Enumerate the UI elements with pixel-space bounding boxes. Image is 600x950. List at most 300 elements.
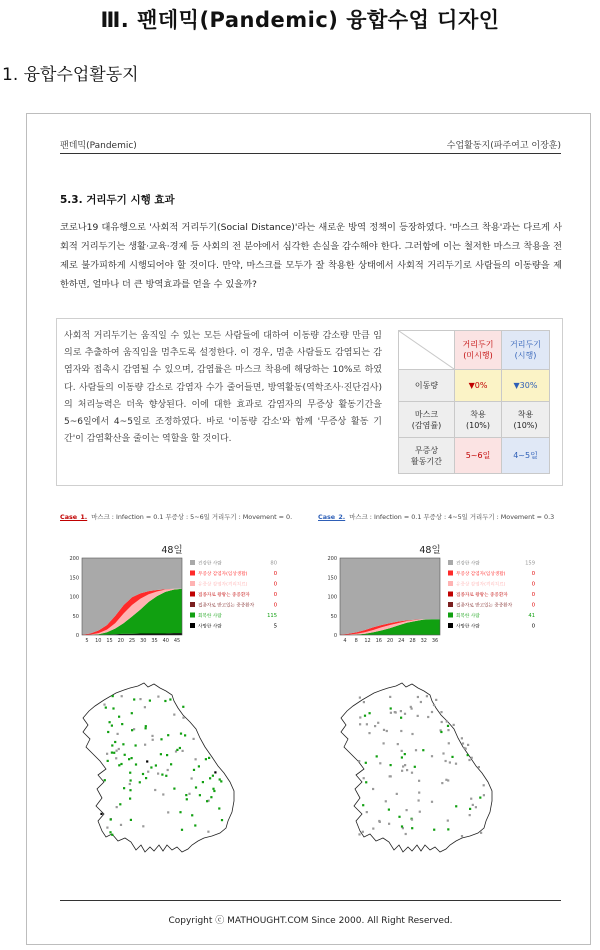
person-dot — [462, 742, 464, 744]
person-dot — [167, 811, 169, 813]
x-tick-label: 20 — [386, 638, 394, 644]
person-dot — [139, 781, 141, 783]
x-tick-label: 35 — [151, 638, 158, 644]
person-dot — [103, 704, 105, 706]
person-dot — [212, 775, 214, 777]
person-dot — [411, 819, 413, 821]
person-dot — [111, 752, 113, 754]
copyright-footer: Copyright ⓒ MATHOUGHT.COM Since 2000. All Right Reserved. — [168, 916, 453, 926]
legend-label: 무증상 감염자(임상생활) — [456, 572, 506, 577]
intro-paragraph: 코로나19 대유행으로 '사회적 거리두기(Social Distance)'라는 새로운 방역 정책이 등장하였다. '마스크 착용'과는 다르게 사회적 거리두기는 생활·교육·경제 등 사회의 전 분야에서 심각한 손실을 감수해야 한다. 그러함에 이는 철저한 마스크 착용을 전제로 불가피하게 시행되어야 할 것이다. 만약, 마스크를 모두가 잘 착용한 상태에서 사회적 거리두기로 사람들의 이동량을 제한하면, 얼마나 더 큰 방역효과를 얻을 수 있을까? — [60, 222, 562, 290]
person-dot — [414, 766, 416, 768]
person-dot — [133, 698, 135, 700]
person-dot — [176, 749, 178, 751]
person-dot — [461, 737, 463, 739]
person-dot — [154, 789, 156, 791]
person-dot — [129, 789, 131, 791]
x-tick-label: 45 — [173, 638, 181, 644]
person-dot — [376, 755, 378, 757]
legend-value: 0 — [531, 581, 535, 588]
legend-swatch — [190, 571, 195, 576]
person-dot — [150, 766, 152, 768]
legend-swatch — [190, 613, 195, 618]
person-dot — [202, 781, 204, 783]
cell-movement-no-distancing: ▼0% — [455, 370, 502, 402]
case-1-params: 마스크 : Infection = 0.1 무증상 : 5~6일 거리두기 : Movement = 0. — [91, 513, 293, 521]
case-1-caption — [60, 512, 300, 521]
header-no-distancing-line1: 거리두기 — [462, 340, 494, 349]
person-dot — [116, 806, 118, 808]
person-dot — [181, 829, 183, 831]
person-dot — [359, 697, 361, 699]
person-dot — [123, 787, 125, 789]
legend-swatch — [448, 623, 453, 628]
person-dot — [379, 821, 381, 823]
person-dot — [385, 800, 387, 802]
person-dot — [483, 784, 485, 786]
person-dot — [447, 725, 449, 727]
person-dot — [411, 733, 413, 735]
person-dot — [411, 827, 413, 829]
case-2-params: 마스크 : Infection = 0.1 무증상 : 4~5일 거리두기 : Movement = 0.3 — [349, 513, 555, 521]
person-dot — [142, 773, 144, 775]
person-dot — [118, 716, 120, 718]
person-dot — [447, 729, 449, 731]
person-dot — [106, 827, 108, 829]
legend-value: 0 — [531, 592, 535, 598]
legend-swatch — [190, 592, 195, 597]
person-dot — [406, 769, 408, 771]
person-dot — [167, 769, 169, 771]
person-dot — [374, 725, 376, 727]
person-dot — [145, 727, 147, 729]
person-dot — [400, 730, 402, 732]
person-dot — [130, 819, 132, 821]
person-dot — [440, 731, 442, 733]
x-tick-label: 4 — [343, 638, 347, 644]
person-dot — [468, 759, 470, 761]
header-no-distancing-line2: (미시행) — [463, 351, 493, 360]
x-tick-label: 10 — [95, 638, 102, 644]
person-dot — [142, 825, 144, 827]
person-dot — [479, 797, 481, 799]
row-label-asymptomatic — [399, 438, 455, 474]
person-dot — [191, 777, 193, 779]
diagonal-line — [399, 331, 454, 369]
legend-value: 0 — [531, 602, 535, 609]
cell-mask-no-distancing-line2: (10%) — [465, 420, 491, 430]
person-dot — [446, 720, 448, 722]
person-dot — [383, 742, 385, 744]
person-dot — [470, 798, 472, 800]
legend-value: 0 — [273, 592, 277, 598]
person-dot — [417, 696, 419, 698]
legend-value: 0 — [531, 623, 535, 630]
person-dot — [139, 698, 141, 700]
person-dot — [363, 701, 365, 703]
person-dot — [112, 707, 114, 709]
subsection-title: 5.3. 거리두기 시행 효과 — [60, 194, 175, 206]
person-dot — [449, 761, 451, 763]
person-dot — [363, 777, 365, 779]
person-dot — [119, 803, 121, 805]
person-dot — [111, 744, 113, 746]
cell-mask-no-distancing-line1: 착용 — [470, 409, 486, 419]
person-dot — [111, 725, 113, 727]
legend-value: 0 — [273, 602, 277, 609]
person-dot — [113, 752, 115, 754]
header-distancing — [502, 331, 550, 370]
person-dot — [149, 700, 151, 702]
person-dot — [389, 696, 391, 698]
person-dot — [129, 783, 131, 785]
legend-swatch — [448, 571, 453, 576]
person-dot — [383, 729, 385, 731]
legend-label: 사망한 사람 — [198, 624, 222, 630]
person-dot — [114, 741, 116, 743]
person-dot — [365, 781, 367, 783]
person-dot — [368, 732, 370, 734]
legend-swatch — [448, 613, 453, 618]
legend-value: 115 — [267, 613, 277, 619]
person-dot — [131, 712, 133, 714]
person-dot — [219, 778, 221, 780]
x-tick-label: 32 — [420, 638, 427, 644]
case-1-label: Case_1. — [60, 513, 88, 521]
person-dot — [161, 774, 163, 776]
cell-mask-no-distancing — [455, 402, 502, 438]
person-dot — [455, 763, 457, 765]
person-dot — [160, 738, 162, 740]
row-label-movement: 이동량 — [399, 370, 455, 402]
person-dot — [152, 739, 154, 741]
person-dot — [372, 788, 374, 790]
person-dot — [117, 733, 119, 735]
person-dot — [194, 824, 196, 826]
legend-label: 접종자로 받고있는 중증환자 — [456, 603, 513, 609]
person-dot — [121, 695, 123, 697]
person-dot — [120, 763, 122, 765]
person-dot — [206, 800, 208, 802]
person-dot — [461, 835, 463, 837]
legend-label: 접종자로 왕왕는 중증환자 — [198, 593, 250, 598]
person-dot — [480, 832, 482, 834]
person-dot — [105, 707, 107, 709]
row-label-asymptomatic-line2: 활동기간 — [411, 456, 442, 466]
person-dot — [145, 777, 147, 779]
person-dot — [111, 834, 113, 836]
cell-asymptomatic-distancing: 4~5일 — [502, 438, 550, 474]
person-dot — [394, 711, 396, 713]
y-tick-label: 100 — [69, 594, 79, 601]
person-dot — [359, 716, 361, 718]
person-dot — [195, 786, 197, 788]
person-dot — [144, 706, 146, 708]
x-tick-label: 12 — [364, 638, 371, 644]
legend-value: 41 — [528, 613, 535, 619]
person-dot — [419, 811, 421, 813]
person-dot — [471, 757, 473, 759]
person-dot — [406, 809, 408, 811]
person-dot — [110, 818, 112, 820]
person-dot — [155, 764, 157, 766]
legend-label: 무증상 감염자(임상생활) — [198, 572, 248, 577]
legend-swatch — [448, 560, 453, 565]
person-dot — [169, 698, 171, 700]
legend-label: 건강한 사람 — [198, 561, 222, 567]
cell-movement-distancing: ▼30% — [502, 370, 550, 402]
person-dot — [164, 700, 166, 702]
x-tick-label: 20 — [117, 638, 124, 644]
x-tick-label: 25 — [128, 638, 136, 644]
person-dot — [133, 728, 135, 730]
person-dot — [182, 750, 184, 752]
person-dot — [193, 738, 195, 740]
section-heading: 1. 융합수업활동지 — [2, 65, 139, 85]
header-distancing-line1: 거리두기 — [510, 340, 541, 349]
person-dot — [115, 757, 117, 759]
person-dot — [365, 762, 367, 764]
person-dot — [359, 723, 361, 725]
row-label-mask-line1: 마스크 — [414, 409, 439, 419]
y-tick-label: 150 — [69, 575, 79, 582]
person-dot — [398, 816, 400, 818]
person-dot — [106, 753, 108, 755]
person-dot — [400, 710, 402, 712]
person-dot — [130, 779, 132, 781]
table-corner-cell — [399, 331, 455, 370]
person-dot — [162, 793, 164, 795]
person-dot — [135, 763, 137, 765]
person-dot — [210, 796, 212, 798]
person-dot — [463, 747, 465, 749]
person-dot — [478, 766, 480, 768]
person-dot — [131, 757, 133, 759]
person-dot — [182, 717, 184, 719]
person-dot — [445, 760, 447, 762]
x-tick-label: 15 — [106, 638, 113, 644]
person-dot — [157, 696, 159, 698]
person-dot — [388, 809, 390, 811]
person-dot — [405, 833, 407, 835]
person-dot — [447, 828, 449, 830]
person-dot — [431, 711, 433, 713]
person-dot — [109, 831, 111, 833]
person-dot — [165, 775, 167, 777]
y-tick-label: 0 — [333, 633, 337, 639]
person-dot — [379, 762, 381, 764]
y-tick-label: 50 — [72, 613, 79, 620]
person-dot — [188, 793, 190, 795]
legend-swatch — [190, 560, 195, 565]
x-tick-label: 28 — [409, 638, 416, 644]
x-tick-label: 16 — [375, 638, 382, 644]
person-dot — [404, 713, 406, 715]
person-dot — [404, 764, 406, 766]
cell-mask-distancing — [502, 402, 550, 438]
person-dot — [147, 771, 149, 773]
person-dot — [397, 743, 399, 745]
legend-label: 건강한 사람 — [456, 561, 480, 567]
legend-label: 회복한 사람 — [198, 614, 222, 619]
row-label-mask-line2: (감염률) — [411, 420, 442, 430]
legend-swatch — [190, 581, 195, 586]
person-dot — [185, 794, 187, 796]
x-tick-label: 30 — [140, 638, 147, 644]
person-dot — [362, 804, 364, 806]
person-dot — [369, 712, 371, 714]
explanation-text: 사회적 거리두기는 움직일 수 있는 모든 사람들에 대하여 이동량 감소량 만큼 임의로 추출하여 움직임을 멈추도록 설정한다. 이 경우, 멈춘 사람들도 감염되는 감염자와 접촉시 감염될 수 있으며, 감염률은 마스크 착용에 해당하는 10%로 하였다. 사람들의 이동량 감소로 감염자 수가 줄어들면, 방역활동(역학조사·진단검사)의 처리능력은 더욱 향상된다. 이에 대한 효과로 감염자의 무증상 활동기간을 5~6일에서 4~5일로 조정하였다. 바로 '이동량 감소'와 함께 '무증상 활동 기간'이 감염확산을 줄이는 역할을 할 것이다. — [64, 331, 382, 445]
person-dot — [135, 744, 137, 746]
person-dot — [418, 799, 420, 801]
person-dot — [121, 723, 123, 725]
x-tick-label: 5 — [85, 638, 89, 644]
person-dot — [104, 779, 106, 781]
legend-value: 0 — [273, 571, 277, 577]
person-dot — [390, 764, 392, 766]
person-dot — [199, 794, 201, 796]
x-tick-label: 24 — [398, 638, 405, 644]
person-dot — [195, 758, 197, 760]
person-dot — [426, 695, 428, 697]
y-tick-label: 100 — [327, 594, 337, 601]
person-dot — [440, 711, 442, 713]
person-dot — [433, 829, 435, 831]
person-dot — [448, 742, 450, 744]
person-dot — [358, 833, 360, 835]
person-dot — [193, 769, 195, 771]
person-dot — [469, 814, 471, 816]
person-dot — [221, 819, 223, 821]
person-dot — [129, 798, 131, 800]
y-tick-label: 0 — [75, 633, 79, 639]
person-dot — [112, 695, 114, 697]
day-label: 48일 — [161, 545, 183, 556]
person-dot — [455, 805, 457, 807]
person-dot — [475, 806, 477, 808]
person-dot — [173, 788, 175, 790]
person-dot — [358, 760, 360, 762]
legend-swatch — [448, 581, 453, 586]
person-dot — [208, 757, 210, 759]
person-dot — [386, 730, 388, 732]
person-dot — [170, 763, 172, 765]
page-title: Ⅲ. 팬데믹(Pandemic) 융합수업 디자인 — [100, 8, 500, 32]
person-dot — [390, 712, 392, 714]
person-dot — [124, 754, 126, 756]
person-dot — [213, 790, 215, 792]
worksheet-header-right: 수업활동지(파주여고 이장훈) — [446, 141, 561, 151]
cell-mask-distancing-line1: 착용 — [517, 409, 534, 419]
person-dot — [467, 744, 469, 746]
header-no-distancing — [455, 331, 502, 370]
person-dot — [411, 772, 413, 774]
row-label-asymptomatic-line1: 무증상 — [414, 445, 439, 455]
person-dot — [118, 748, 120, 750]
person-dot — [120, 824, 122, 826]
simulation-case-2 — [318, 512, 558, 857]
row-label-mask — [399, 402, 455, 438]
person-dot — [166, 754, 168, 756]
person-dot — [401, 770, 403, 772]
legend-value: 5 — [273, 623, 277, 630]
legend-value: 0 — [531, 571, 535, 577]
effect-table — [398, 330, 550, 474]
person-dot — [144, 744, 146, 746]
simulation-case-1 — [60, 512, 300, 857]
person-dot — [129, 772, 131, 774]
cell-mask-distancing-line2: (10%) — [513, 420, 538, 430]
person-dot — [214, 771, 216, 773]
person-dot — [390, 707, 392, 709]
person-dot — [402, 765, 404, 767]
person-dot — [415, 749, 417, 751]
header-divider — [60, 153, 561, 154]
person-dot — [167, 734, 169, 736]
person-dot — [212, 788, 214, 790]
person-dot — [400, 717, 402, 719]
header-distancing-line2: (시행) — [514, 351, 537, 360]
person-dot — [207, 831, 209, 833]
person-dot — [220, 780, 222, 782]
person-dot — [186, 798, 188, 800]
legend-swatch — [448, 592, 453, 597]
person-dot — [366, 723, 368, 725]
person-dot — [372, 828, 374, 830]
person-dot — [198, 765, 200, 767]
person-dot — [433, 704, 435, 706]
person-dot — [388, 823, 390, 825]
person-dot — [418, 792, 420, 794]
case-2-caption — [318, 512, 558, 521]
person-dot — [447, 820, 449, 822]
legend-value: 159 — [525, 560, 535, 567]
person-dot — [218, 807, 220, 809]
person-dot — [151, 735, 153, 737]
person-dot — [427, 716, 429, 718]
y-tick-label: 50 — [330, 613, 337, 620]
person-dot — [145, 725, 147, 727]
person-dot — [431, 755, 433, 757]
day-label: 48일 — [419, 545, 441, 556]
legend-label: 유증상 감염자(격리치료) — [456, 582, 506, 588]
person-dot — [431, 801, 433, 803]
person-dot — [179, 811, 181, 813]
case-1-simulation — [60, 525, 300, 857]
person-dot — [411, 708, 413, 710]
case-2-label: Case_2. — [318, 513, 346, 521]
person-dot — [396, 793, 398, 795]
person-dot — [364, 715, 366, 717]
person-dot — [451, 756, 453, 758]
person-dot — [157, 773, 159, 775]
x-tick-label: 36 — [431, 638, 439, 644]
korea-map-outline — [341, 683, 492, 852]
person-dot — [173, 714, 175, 716]
person-dot — [191, 814, 193, 816]
person-dot — [205, 758, 207, 760]
person-dot — [100, 813, 102, 815]
person-dot — [180, 733, 182, 735]
legend-label: 접종자로 받고있는 중증환자 — [198, 603, 255, 609]
person-dot — [418, 780, 420, 782]
person-dot — [401, 825, 403, 827]
y-tick-label: 150 — [327, 575, 337, 582]
legend-label: 사망한 사람 — [456, 624, 480, 630]
person-dot — [441, 782, 443, 784]
footer-divider — [60, 900, 561, 901]
person-dot — [467, 754, 469, 756]
